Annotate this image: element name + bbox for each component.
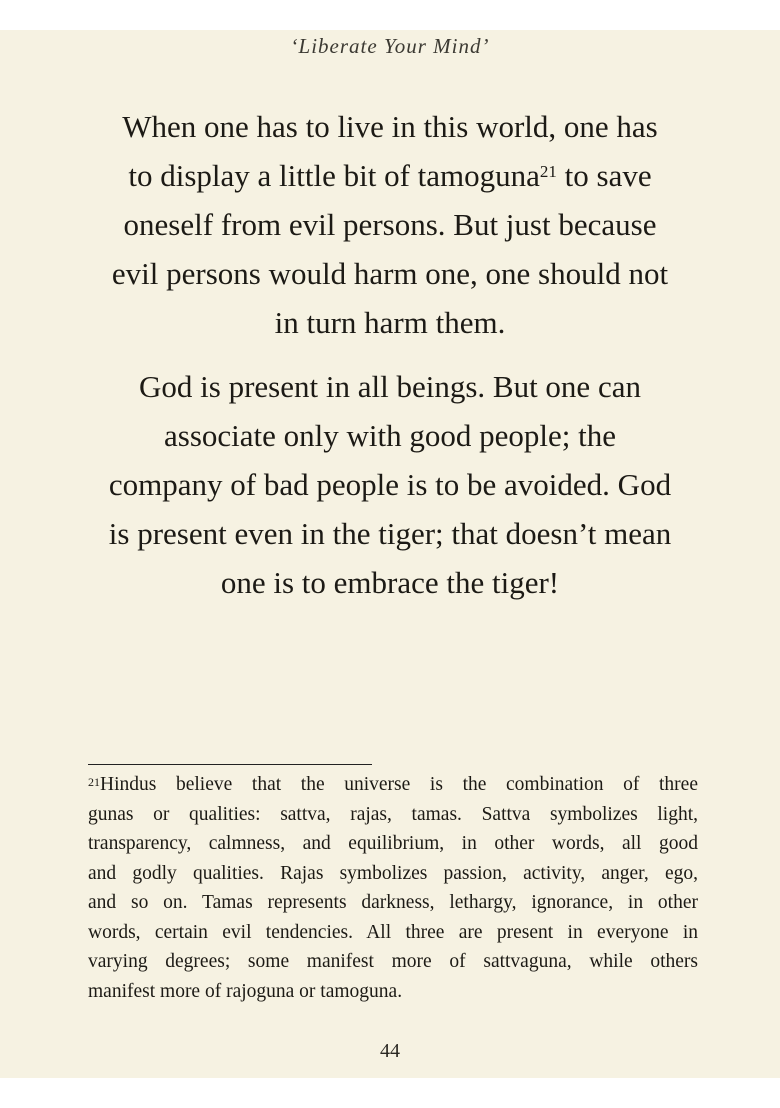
paragraph-2-line-3: company of bad people is to be avoided. God — [108, 467, 672, 502]
paragraph-1-line-1: When one has to live in this world, one has — [122, 109, 658, 144]
footnote-line-6: words, certain evil tendencies. All three are present in everyone in — [88, 921, 698, 943]
footnote-line-7: varying degrees; some manifest more of sattvaguna, while others — [88, 951, 698, 972]
paragraph-2-line-2: associate only with good people; the — [164, 418, 616, 453]
footnote-line-1-text: Hindus believe that the universe is the combination of three — [100, 774, 698, 795]
footnote-line-8: manifest more of rajoguna or tamoguna. — [88, 980, 403, 1002]
paragraph-2 — [70, 362, 710, 607]
book-page — [0, 30, 780, 1078]
footnote-line-3: transparency, calmness, and equilibrium, in other words, all good — [88, 833, 698, 854]
footnote-divider — [88, 764, 372, 765]
paragraph-1-line-2 — [70, 151, 710, 200]
page-top-margin — [0, 0, 780, 30]
footnote-number: 21 — [88, 775, 100, 789]
paragraph-2-line-4: is present even in the tiger; that doesn’t mean — [108, 516, 672, 551]
running-header: ‘Liberate Your Mind’ — [290, 34, 490, 58]
paragraph-1-line-5: in turn harm them. — [274, 305, 506, 340]
footnote-line-5: and so on. Tamas represents darkness, lethargy, ignorance, in other — [88, 892, 698, 913]
footnote-line-2: gunas or qualities: sattva, rajas, tamas. Sattva symbolizes light, — [88, 803, 698, 825]
paragraph-2-line-1: God is present in all beings. But one can — [139, 369, 641, 404]
footnote-reference-21: 21 — [539, 162, 557, 181]
line-2-text-before: to display a little bit of tamoguna — [128, 158, 540, 193]
page-number: 44 — [380, 1040, 400, 1062]
footnote-line-4: and godly qualities. Rajas symbolizes passion, activity, anger, ego, — [88, 862, 698, 884]
paragraph-1-line-4: evil persons would harm one, one should not — [111, 256, 669, 291]
paragraph-2-line-5: one is to embrace the tiger! — [220, 565, 560, 600]
paragraph-1-line-3: oneself from evil persons. But just because — [123, 207, 657, 242]
footnote-21 — [88, 770, 698, 1006]
paragraph-1 — [70, 102, 710, 347]
line-2-text-after: to save — [556, 158, 652, 193]
footnote-line-1 — [88, 770, 698, 800]
